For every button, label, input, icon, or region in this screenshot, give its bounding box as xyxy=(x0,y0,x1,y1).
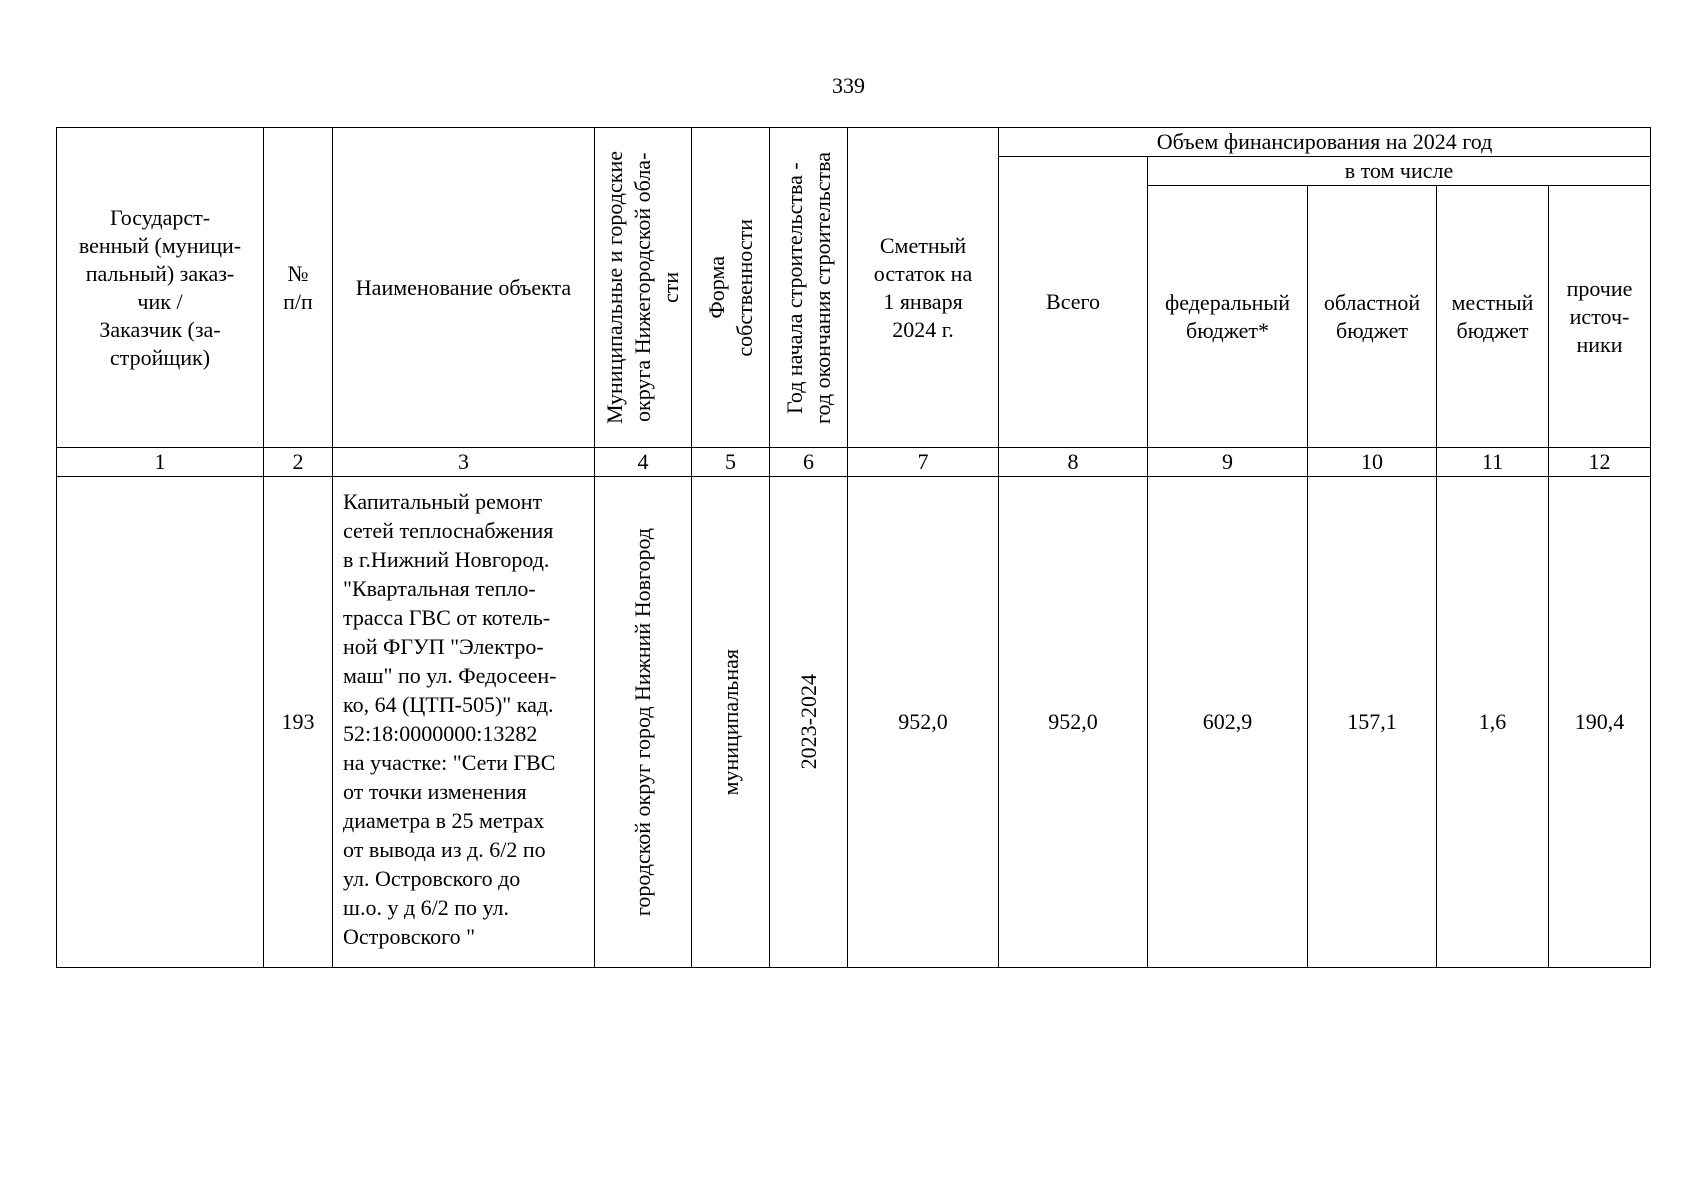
header-federal-label: федеральный бюджет* xyxy=(1165,289,1290,343)
cell-regional: 157,1 xyxy=(1308,477,1437,968)
cell-ownership xyxy=(692,477,770,968)
header-local xyxy=(1437,186,1549,448)
header-regional xyxy=(1308,186,1437,448)
column-number: 5 xyxy=(692,448,770,477)
header-customer-label: Государст- венный (муници- пальный) заказ- чик / Заказчик (за- стройщик) xyxy=(78,204,242,370)
header-districts-label: Муниципальные и городские округа Нижегородской обла- сти xyxy=(602,151,683,424)
column-number: 10 xyxy=(1308,448,1437,477)
cell-object-name xyxy=(333,477,595,968)
column-number: 1 xyxy=(57,448,264,477)
column-number: 4 xyxy=(595,448,692,477)
header-including: в том числе xyxy=(1148,157,1651,186)
header-years-label: Год начала строительства - год окончания строительства xyxy=(781,151,835,424)
header-federal xyxy=(1148,186,1308,448)
cell-number: 193 xyxy=(264,477,333,968)
financing-table xyxy=(56,127,1651,968)
column-number: 11 xyxy=(1437,448,1549,477)
header-number xyxy=(264,128,333,448)
cell-customer xyxy=(57,477,264,968)
column-number-row xyxy=(57,448,1651,477)
column-number: 6 xyxy=(770,448,848,477)
header-estimate xyxy=(848,128,999,448)
column-number: 2 xyxy=(264,448,333,477)
column-number: 3 xyxy=(333,448,595,477)
header-years xyxy=(770,128,848,448)
header-ownership-label: Форма собственности xyxy=(703,218,757,357)
header-object-name-label: Наименование объекта xyxy=(355,274,572,300)
header-local-label: местный бюджет xyxy=(1451,289,1534,343)
years-text: 2023-2024 xyxy=(795,674,821,770)
cell-total: 952,0 xyxy=(999,477,1148,968)
column-number: 7 xyxy=(848,448,999,477)
column-number: 9 xyxy=(1148,448,1308,477)
ownership-text: муниципальная xyxy=(717,648,743,796)
cell-years xyxy=(770,477,848,968)
table-row xyxy=(57,477,1651,968)
header-customer xyxy=(57,128,264,448)
cell-estimate: 952,0 xyxy=(848,477,999,968)
header-districts xyxy=(595,128,692,448)
district-text: городской округ город Нижний Новгород xyxy=(630,527,655,917)
header-ownership xyxy=(692,128,770,448)
header-estimate-label: Сметный остаток на 1 января 2024 г. xyxy=(873,232,973,342)
header-regional-label: областной бюджет xyxy=(1323,289,1421,343)
cell-federal: 602,9 xyxy=(1148,477,1308,968)
cell-district xyxy=(595,477,692,968)
header-other-label: прочие источ- ники xyxy=(1566,275,1633,357)
column-number: 12 xyxy=(1549,448,1651,477)
header-object-name xyxy=(333,128,595,448)
header-other xyxy=(1549,186,1651,448)
cell-other: 190,4 xyxy=(1549,477,1651,968)
column-number: 8 xyxy=(999,448,1148,477)
header-financing: Объем финансирования на 2024 год xyxy=(999,128,1651,157)
header-total: Всего xyxy=(999,157,1148,448)
cell-local: 1,6 xyxy=(1437,477,1549,968)
header-number-label: № п/п xyxy=(283,260,313,314)
page-number: 339 xyxy=(832,73,865,98)
object-name-text: Капитальный ремонт сетей теплоснабжения в г.Нижний Новгород. "Квартальная тепло- трасса ГВС от котель- ной ФГУП "Электро- маш" по ул. Федосеен- ко, 64 (ЦТП-505)" кад. 52:18:0000000:13282 на участке: "Сети ГВС от точки изменения диаметра в 25 метрах от вывода из д. 6/2 по ул. Островского до ш.о. у д 6/2 по ул. Островского " xyxy=(343,489,557,949)
